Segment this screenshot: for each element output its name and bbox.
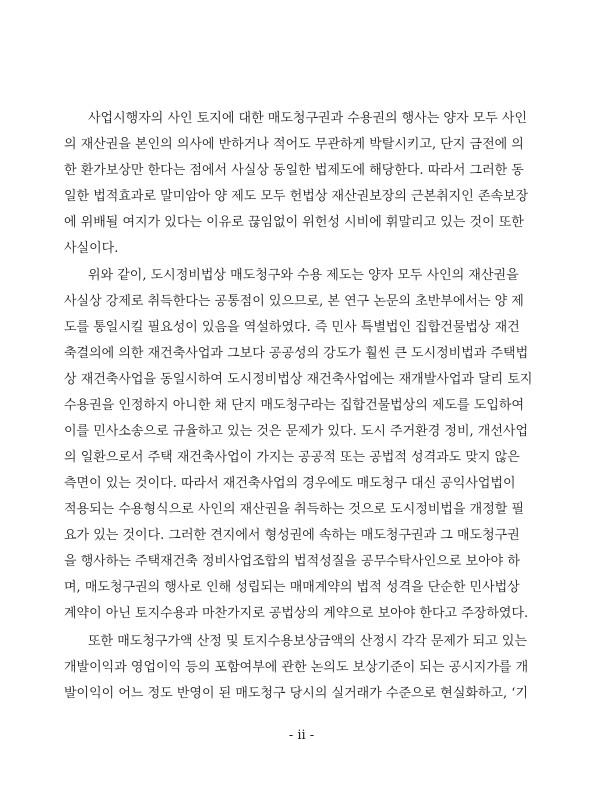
text-line: 위와 같이, 도시정비법상 매도청구와 수용 제도는 양자 모두 사인의 재산권을 <box>88 268 519 283</box>
text-line: 계약이 아닌 토지수용과 마찬가지로 공법상의 계약으로 보아야 한다고 주장하였다. <box>64 606 529 621</box>
text-line: 한 환가보상만 한다는 점에서 사실상 동일한 법제도에 해당한다. 따라서 그러한 동 <box>64 163 524 178</box>
text-line: 도를 통일시킬 필요성이 있음을 역설하였다. 즉 민사 특별법인 집합건물법상 재건 <box>64 320 520 335</box>
text-line: 요가 있는 것이다. 그러한 견지에서 형성권에 속하는 매도청구권과 그 매도청구권 <box>64 528 520 543</box>
text-line: 사업시행자의 사인 토지에 대한 매도청구권과 수용권의 행사는 양자 모두 사인 <box>88 111 528 126</box>
text-line: 측면이 있는 것이다. 따라서 재건축사업의 경우에도 매도청구 대신 공익사업법이 <box>64 476 516 491</box>
text-line: 에 위배될 여지가 있다는 이유로 끊임없이 위헌성 시비에 휘말리고 있는 것이 또한 <box>64 215 524 230</box>
text-line: 의 일환으로서 주택 재건축사업이 가지는 공공적 또는 공법적 성격과도 맞지 않은 <box>64 450 520 465</box>
paragraph-3 <box>64 629 538 707</box>
text-line: 개발이익과 영업이익 등의 포함여부에 관한 논의도 보상기준이 되는 공시지가를 개 <box>64 660 529 675</box>
text-line: 며, 매도청구권의 행사로 인해 성립되는 매매계약의 법적 성격을 단순한 민사법상 <box>64 580 520 595</box>
text-line: 수용권을 인정하지 아니한 채 단지 매도청구라는 집합건물법상의 제도를 도입하여 <box>64 398 525 413</box>
text-line: 사실상 강제로 취득한다는 공통점이 있으므로, 본 연구 논문의 초반부에서는 양 제 <box>64 294 524 309</box>
paragraph-2 <box>64 263 538 627</box>
text-line: 의 재산권을 본인의 의사에 반하거나 적어도 무관하게 박탈시키고, 단지 금전에 의 <box>64 137 524 152</box>
text-line: 상 재건축사업을 동일시하여 도시정비법상 재건축사업에는 재개발사업과 달리 토지 <box>64 372 533 387</box>
text-line: 또한 매도청구가액 산정 및 토지수용보상금액의 산정시 각각 문제가 되고 있는 <box>88 634 528 649</box>
text-line: 축결의에 의한 재건축사업과 그보다 공공성의 강도가 훨씬 큰 도시정비법과 주택법 <box>64 346 529 361</box>
text-line: 사실이다. <box>64 241 119 256</box>
page-number: - ii - <box>288 728 315 743</box>
text-line: 발이익이 어느 정도 반영이 된 매도청구 당시의 실거래가 수준으로 현실화하고, ‘기 <box>64 686 529 701</box>
text-line: 이를 민사소송으로 규율하고 있는 것은 문제가 있다. 도시 주거환경 정비, 개선사업 <box>64 424 529 439</box>
text-line: 적용되는 수용형식으로 사인의 재산권을 취득하는 것으로 도시정비법을 개정할 필 <box>64 502 525 517</box>
paragraph-1 <box>64 106 538 262</box>
text-line: 을 행사하는 주택재건축 정비사업조합의 법적성질을 공무수탁사인으로 보아야 하 <box>64 554 520 569</box>
text-line: 일한 법적효과로 말미암아 양 제도 모두 헌법상 재산권보장의 근본취지인 존속보장 <box>64 189 529 204</box>
